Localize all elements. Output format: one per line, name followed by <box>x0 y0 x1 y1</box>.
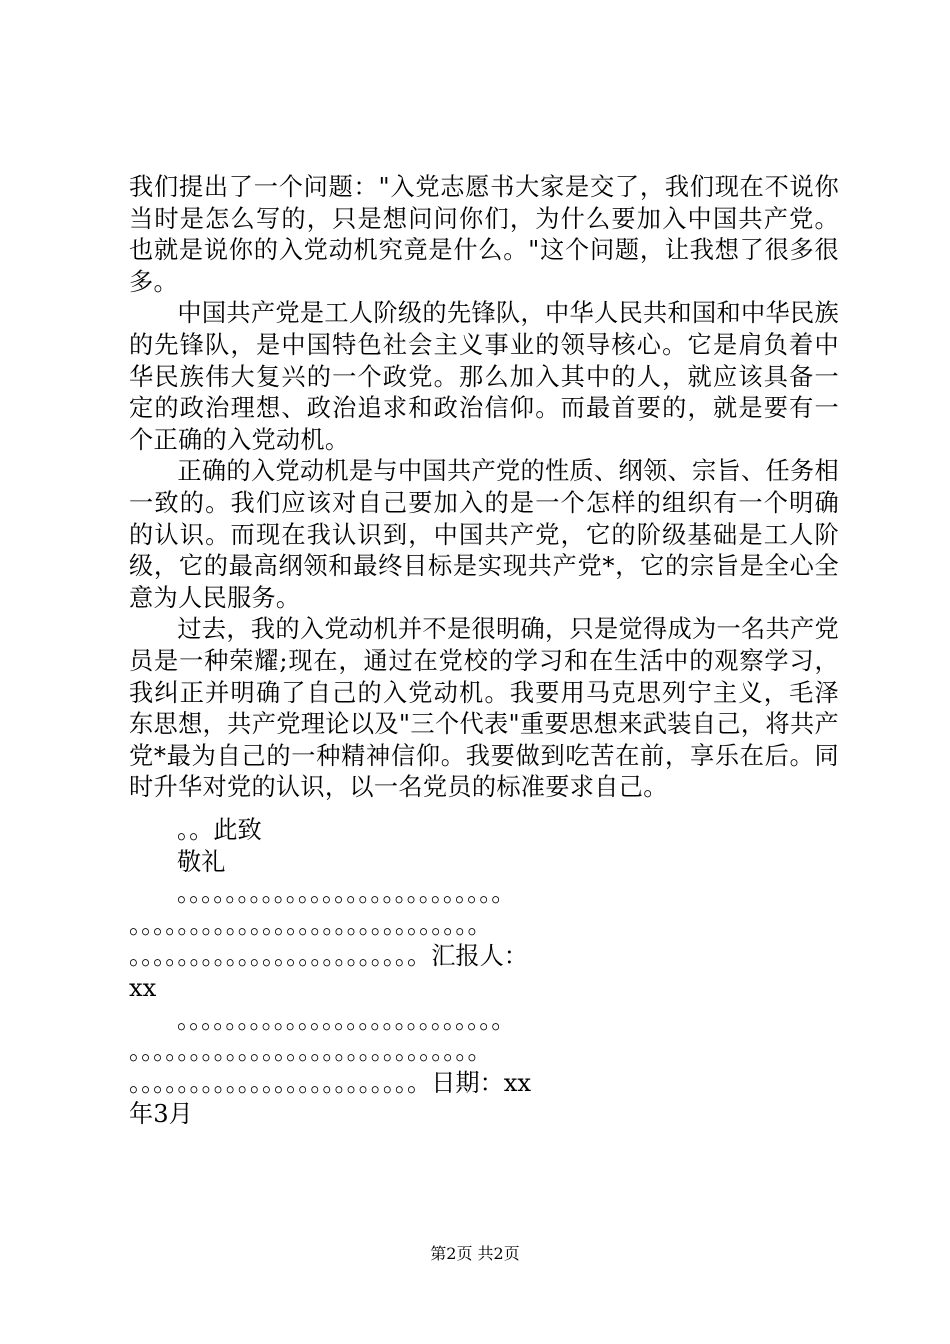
paragraph-3: 正确的入党动机是与中国共产党的性质、纲领、宗旨、任务相一致的。我们应该对自己要加入的是一个怎样的组织有一个明确的认识。而现在我认识到，中国共产党，它的阶级基础是工人阶级，它的最高纲领和最终目标是实现共产党*，它的宗旨是全心全意为人民服务。 <box>129 457 839 612</box>
reporter-label-line: 。。。。。。。。。。。。。。。。。。。。。。。。汇报人： <box>129 942 528 971</box>
date-value: 年3月 <box>129 1100 193 1129</box>
date-dots-line-2: 。。。。。。。。。。。。。。。。。。。。。。。。。。。。。 <box>129 1037 492 1066</box>
regards: 敬礼 <box>177 847 226 876</box>
paragraph-4: 过去，我的入党动机并不是很明确，只是觉得成为一名共产党员是一种荣耀;现在，通过在党校的学习和在生活中的观察学习，我纠正并明确了自己的入党动机。我要用马克思列宁主义，毛泽东思想，共产党理论以及"三个代表"重要思想来武装自己，将共产党*最为自己的一种精神信仰。我要做到吃苦在前，享乐在后。同时升华对党的认识，以一名党员的标准要求自己。 <box>129 615 839 802</box>
letter-body <box>129 172 839 804</box>
page-footer: 第2页 共2页 <box>430 1244 520 1263</box>
paragraph-2: 中国共产党是工人阶级的先锋队，中华人民共和国和中华民族的先锋队，是中国特色社会主义事业的领导核心。它是肩负着中华民族伟大复兴的一个政党。那么加入其中的人，就应该具备一定的政治理想、政治追求和政治信仰。而最首要的，就是要有一个正确的入党动机。 <box>129 299 839 454</box>
letter-closing <box>129 815 839 1131</box>
reporter-name: xx <box>129 973 157 1002</box>
reporter-dots-line-2: 。。。。。。。。。。。。。。。。。。。。。。。。。。。。。 <box>129 910 492 939</box>
salutation: 。。此致 <box>177 816 262 844</box>
paragraph-1: 我们提出了一个问题："入党志愿书大家是交了，我们现在不说你当时是怎么写的，只是想问问你们，为什么要加入中国共产党。也就是说你的入党动机究竟是什么。"这个问题，让我想了很多很多。 <box>129 173 839 296</box>
reporter-dots-line-1: 。。。。。。。。。。。。。。。。。。。。。。。。。。。 <box>177 879 516 908</box>
date-label-line: 。。。。。。。。。。。。。。。。。。。。。。。。日期：xx <box>129 1068 532 1097</box>
date-dots-line-1: 。。。。。。。。。。。。。。。。。。。。。。。。。。。 <box>177 1005 516 1034</box>
